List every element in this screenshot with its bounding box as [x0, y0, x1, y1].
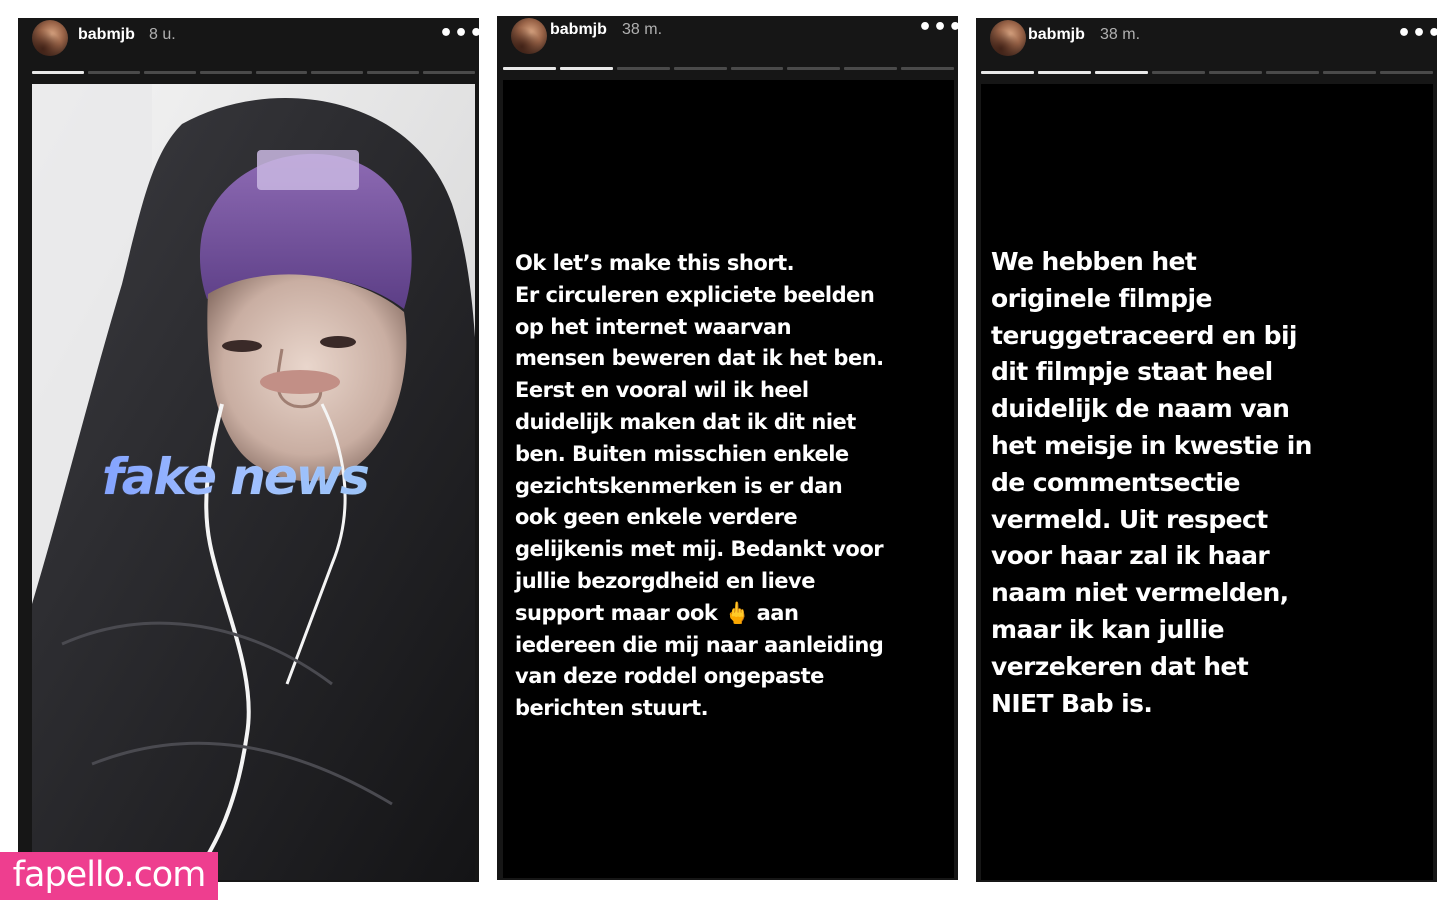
progress-segment: [200, 71, 252, 74]
story-progress-bar: [32, 71, 475, 74]
profile-avatar[interactable]: [32, 20, 68, 56]
more-horizontal-icon[interactable]: •••: [439, 21, 485, 46]
more-horizontal-icon[interactable]: •••: [1397, 21, 1443, 46]
story-text: We hebben het originele filmpje teruggetraceerd en bij dit filmpje staat heel duidelijk de naam van het meisje in kwestie in de commentsectie vermeld. Uit respect voor haar zal ik haar naam niet vermelden, maar ik kan jullie verzekeren dat het NIET Bab is.: [991, 247, 1312, 718]
timestamp: 38 m.: [1100, 26, 1141, 43]
progress-segment: [731, 67, 784, 70]
story-header: [18, 18, 485, 68]
site-watermark: fapello.com: [0, 852, 218, 900]
progress-segment: [787, 67, 840, 70]
progress-segment: [367, 71, 419, 74]
progress-segment: [617, 67, 670, 70]
profile-avatar[interactable]: [990, 20, 1026, 56]
progress-segment: [560, 67, 613, 70]
story-header: [976, 18, 1443, 68]
story-text: Ok let’s make this short. Er circuleren expliciete beelden op het internet waarvan mensen beweren dat ik het ben. Eerst en vooral wil ik heel duidelijk maken dat ik dit niet ben. Buiten misschien enkele gezichtskenmerken is er dan ook geen enkele verdere gelijkenis met mij. Bedankt voor jullie bezorgdheid en lieve support maar ook 🖕 aan iedereen die mij naar aanleiding van deze roddel ongepaste berichten stuurt.: [515, 251, 884, 721]
story-media[interactable]: [32, 84, 475, 880]
progress-segment: [981, 71, 1034, 74]
progress-segment: [1152, 71, 1205, 74]
progress-segment: [256, 71, 308, 74]
progress-segment: [1323, 71, 1376, 74]
progress-segment: [88, 71, 140, 74]
fake-news-sticker: fake news: [102, 448, 368, 506]
story-header: [497, 15, 964, 66]
progress-segment: [1095, 71, 1148, 74]
progress-segment: [311, 71, 363, 74]
username[interactable]: babmjb: [78, 26, 135, 43]
progress-segment: [32, 71, 84, 74]
progress-segment: [844, 67, 897, 70]
username[interactable]: babmjb: [1028, 26, 1085, 43]
story-progress-bar: [503, 67, 954, 70]
progress-segment: [1380, 71, 1433, 74]
progress-segment: [1209, 71, 1262, 74]
story-panel-1[interactable]: [18, 18, 485, 882]
username[interactable]: babmjb: [550, 21, 607, 38]
progress-segment: [503, 67, 556, 70]
progress-segment: [674, 67, 727, 70]
progress-segment: [901, 67, 954, 70]
story-media[interactable]: [503, 80, 954, 878]
progress-segment: [1038, 71, 1091, 74]
story-panel-2[interactable]: [497, 15, 964, 880]
timestamp: 38 m.: [622, 21, 663, 38]
progress-segment: [1266, 71, 1319, 74]
story-progress-bar: [981, 71, 1433, 74]
more-horizontal-icon[interactable]: •••: [918, 15, 964, 40]
progress-segment: [144, 71, 196, 74]
profile-avatar[interactable]: [511, 18, 547, 54]
progress-segment: [423, 71, 475, 74]
story-media[interactable]: [981, 84, 1433, 880]
story-panel-3[interactable]: [976, 18, 1443, 882]
timestamp: 8 u.: [149, 26, 176, 43]
